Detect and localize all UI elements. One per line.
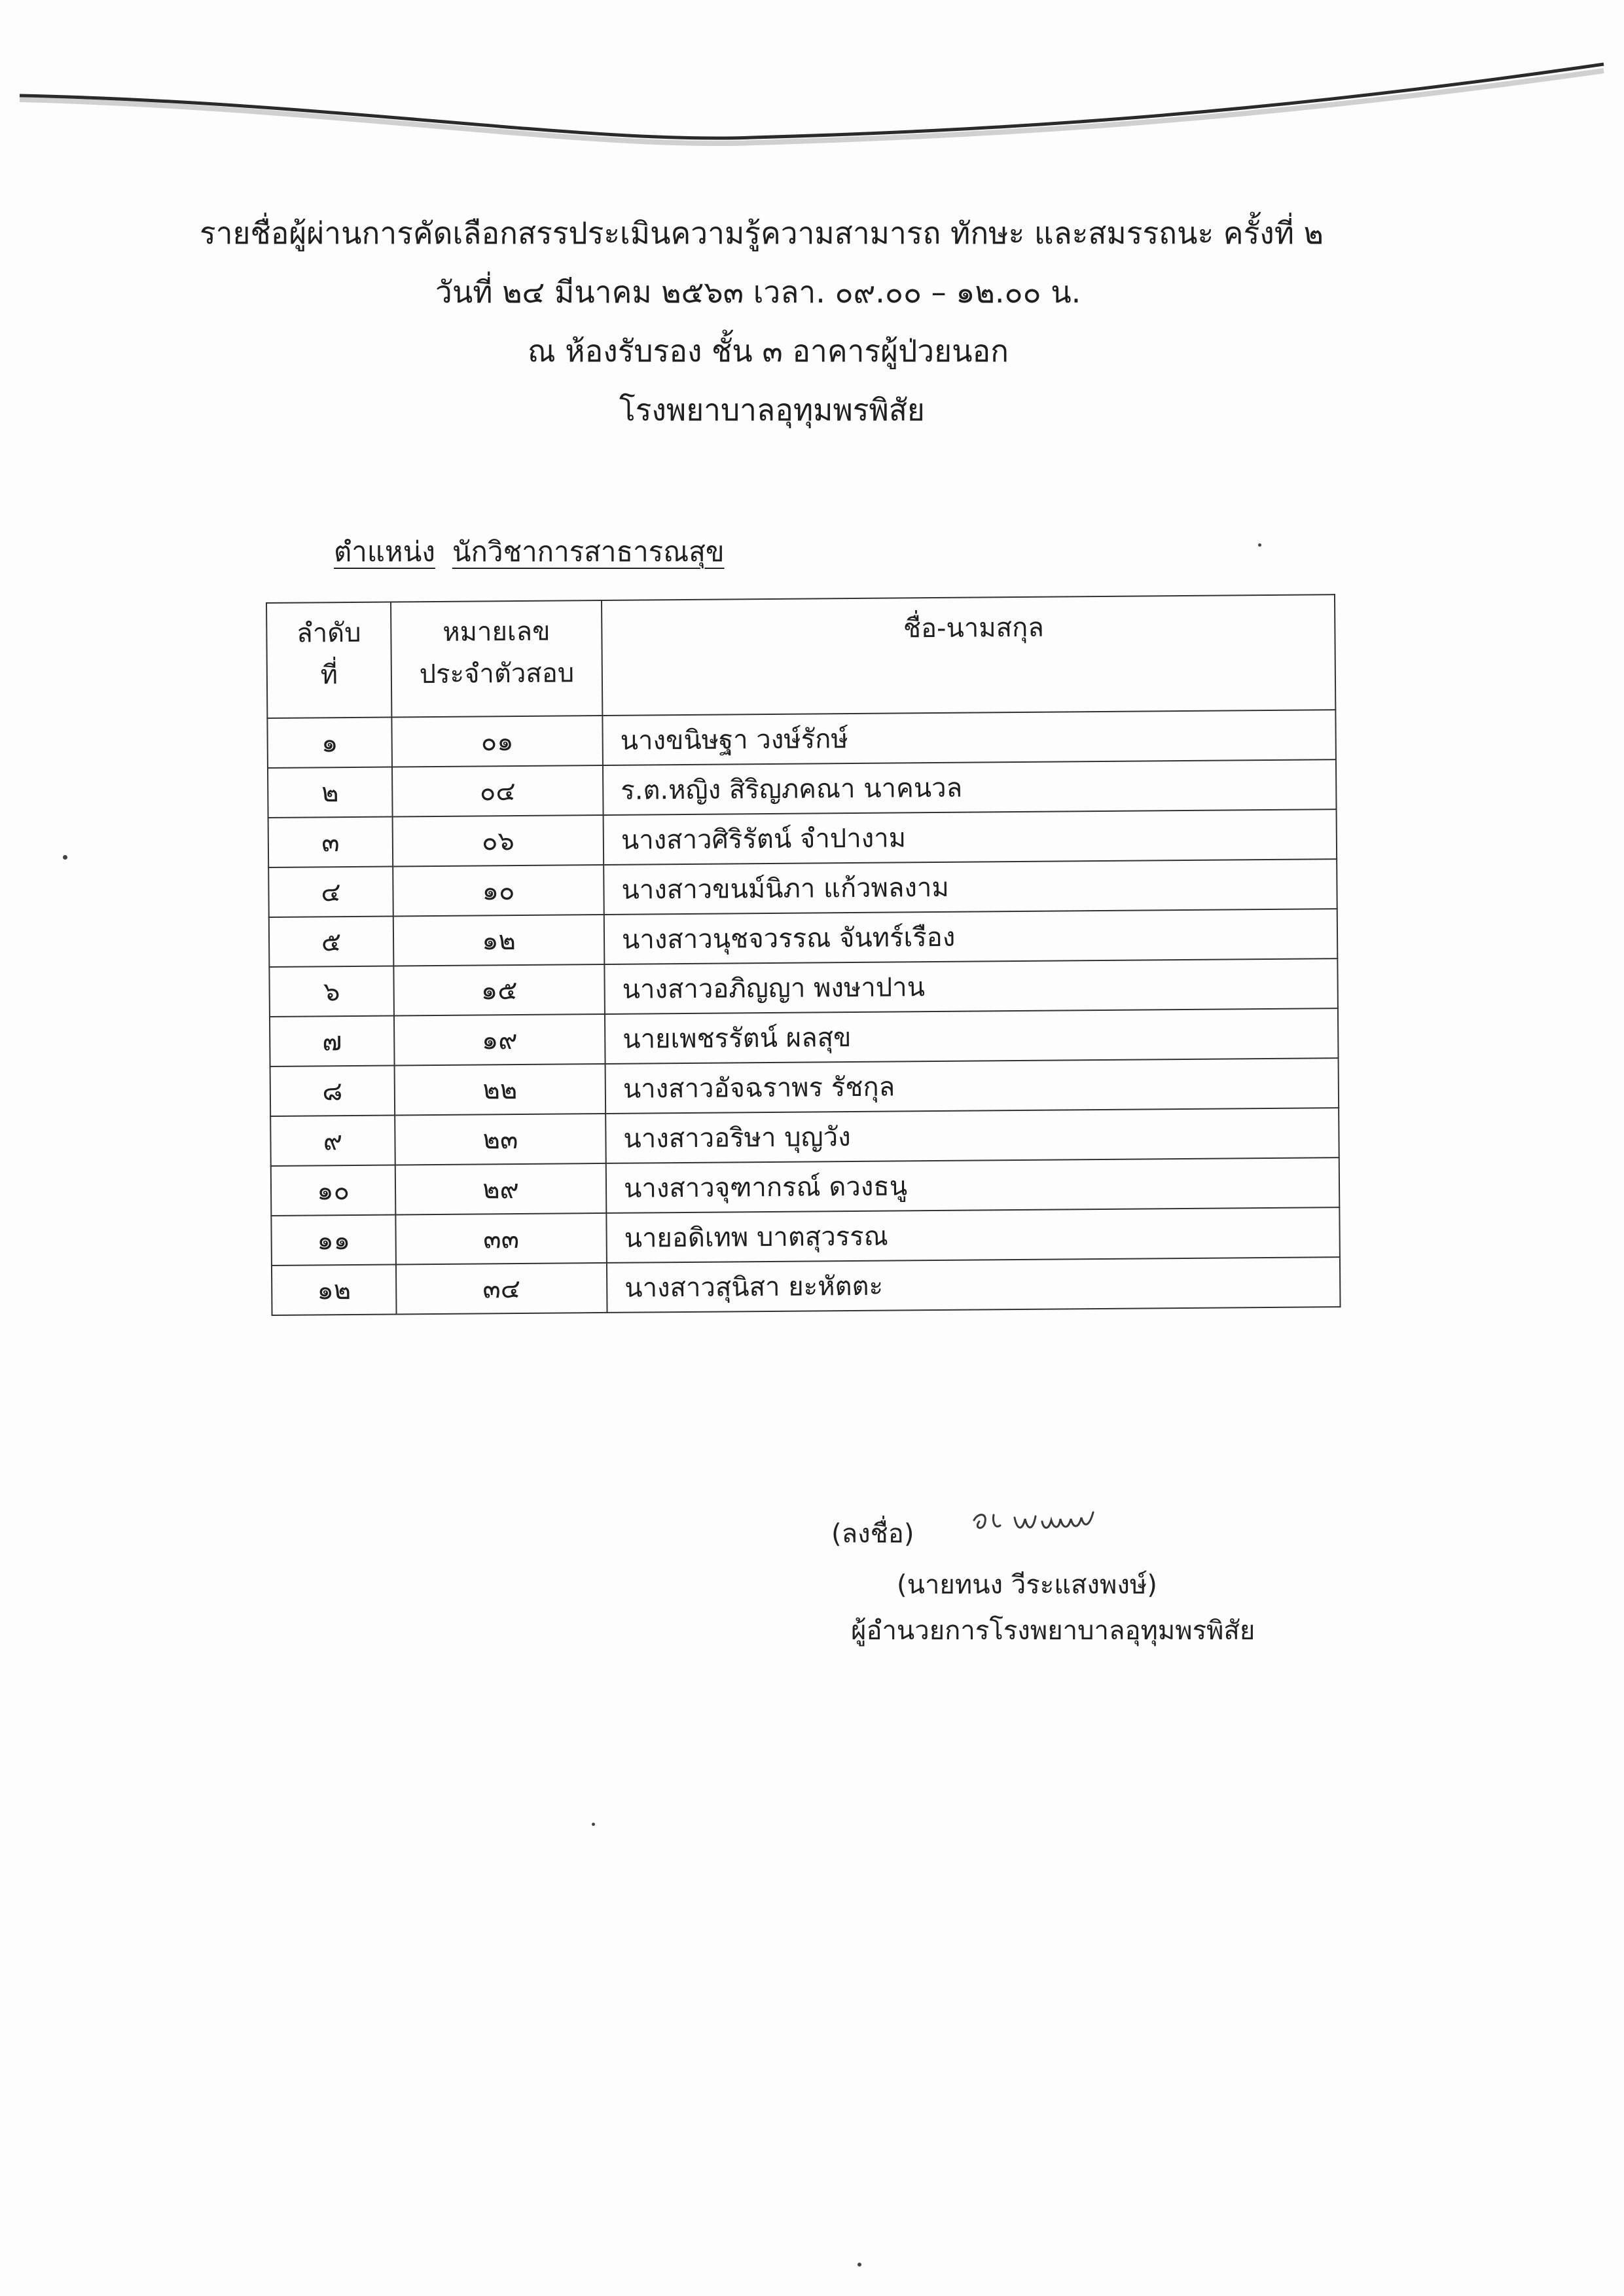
cell-name: นางสาวอภิญญา พงษาปาน [604,958,1338,1014]
heading-title: รายชื่อผู้ผ่านการคัดเลือกสรรประเมินความรู้ความสามารถ ทักษะ และสมรรถนะ ครั้งที่ ๒ [200,215,1324,251]
cell-name: นางสาวอัจฉราพร รัชกุล [605,1058,1339,1114]
cell-exam-id: ๑๐ [393,865,604,917]
cell-exam-id: ๐๑ [391,716,603,767]
cell-exam-id: ๒๙ [395,1163,607,1215]
cell-name: นางสาวขนม์นิภา แก้วพลงาม [604,859,1337,915]
scan-edge-line [0,39,1624,170]
cell-order: ๙ [270,1115,395,1165]
scan-speck [63,855,67,860]
table-row [268,859,1337,917]
signer-name: (นายทนง วีระแสงพงษ์) [897,1570,1157,1600]
signature-block [831,1499,1329,1669]
cell-name: ร.ต.หญิง สิริญภคณา นาคนวล [603,759,1337,815]
position-label: ตำแหน่ง [334,536,435,568]
heading-date-time: วันที่ ๒๔ มีนาคม ๒๕๖๓ เวลา. ๐๙.๐๐ – ๑๒.๐๐ น. [435,274,1081,310]
header-id-line2: ประจำตัวสอบ [419,658,575,690]
header-name: ชื่อ-นามสกุล [602,594,1335,716]
cell-order: ๑ [267,717,392,767]
table-row [270,1058,1339,1116]
handwritten-signature [962,1493,1132,1552]
scan-speck [592,1823,595,1826]
table-row [268,759,1337,818]
cell-name: นางสาวนุชจวรรณ จันทร์เรือง [604,909,1338,964]
position-value: นักวิชาการสาธารณสุข [452,536,725,568]
cell-exam-id: ๐๔ [392,765,604,817]
sign-label: (ลงชื่อ) [831,1519,914,1549]
cell-order: ๑๑ [271,1214,396,1265]
cell-order: ๖ [269,966,394,1016]
cell-exam-id: ๑๙ [394,1014,605,1066]
header-order-line1: ลำดับ [297,617,361,649]
cell-exam-id: ๓๓ [395,1213,607,1265]
cell-order: ๕ [269,916,394,966]
header-exam-id [391,600,602,718]
table-row [268,809,1337,867]
cell-order: ๒ [268,767,393,817]
cell-order: ๔ [268,866,393,917]
cell-name: นางสาวสุนิสา ยะหัตตะ [607,1257,1341,1313]
cell-name: นางขนิษฐา วงษ์รักษ์ [602,710,1336,765]
table-row [271,1207,1340,1266]
heading-venue: ณ ห้องรับรอง ชั้น ๓ อาคารผู้ป่วยนอก [528,333,1009,369]
cell-exam-id: ๑๕ [393,964,605,1016]
cell-exam-id: ๓๔ [396,1263,607,1315]
cell-exam-id: ๒๒ [395,1064,606,1116]
signer-title: ผู้อำนวยการโรงพยาบาลอุทุมพรพิสัย [851,1616,1255,1646]
cell-order: ๘ [270,1065,395,1116]
scan-speck [1258,543,1261,547]
cell-order: ๓ [268,816,393,867]
header-id-line1: หมายเลข [442,616,550,647]
header-order-line2: ที่ [320,660,338,691]
cell-exam-id: ๒๓ [395,1114,606,1165]
position-heading [334,530,742,574]
table-row [270,1108,1339,1166]
table-row [267,710,1336,768]
table-row [270,1008,1339,1066]
cell-exam-id: ๐๖ [393,815,604,867]
candidates-table [266,594,1341,1316]
cell-name: นายอดิเทพ บาตสุวรรณ [606,1207,1340,1263]
cell-order: ๗ [270,1015,395,1066]
cell-name: นางสาวศิริรัตน์ จำปางาม [604,809,1337,865]
table-row [272,1257,1341,1315]
cell-name: นางสาวจุฑากรณ์ ดวงธนู [606,1157,1340,1213]
cell-name: นายเพชรรัตน์ ผลสุข [605,1008,1339,1064]
table-row [271,1157,1340,1216]
cell-order: ๑๒ [272,1264,397,1315]
header-order [266,602,391,718]
heading-hospital: โรงพยาบาลอุทุมพรพิสัย [619,392,925,428]
cell-order: ๑๐ [271,1165,396,1215]
scan-speck [857,2263,861,2267]
table-row [269,909,1338,967]
cell-exam-id: ๑๒ [393,915,605,966]
table-header-row [266,594,1335,718]
table-body [267,710,1340,1315]
cell-name: นางสาวอริษา บุญวัง [605,1108,1339,1163]
table-row [269,958,1338,1017]
